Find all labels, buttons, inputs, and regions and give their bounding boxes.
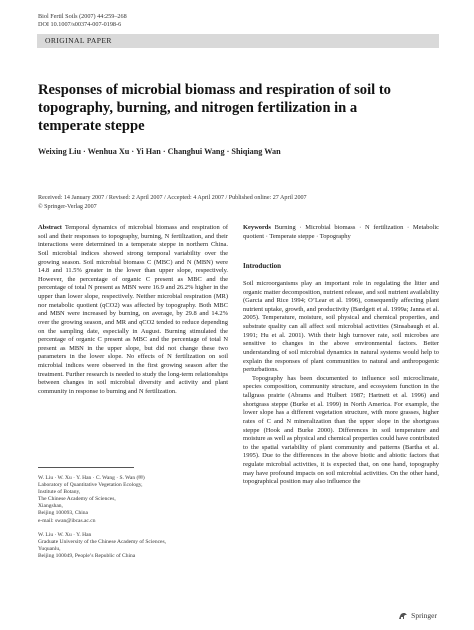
author-list: Weixing Liu · Wenhua Xu · Yi Han · Changhui Wang · Shiqiang Wan: [38, 147, 281, 156]
copyright-line: © Springer-Verlag 2007: [38, 203, 97, 210]
publisher-logo: [398, 611, 437, 620]
publication-history: [38, 194, 438, 211]
abstract-text: Temporal dynamics of microbial biomass and respiration of soil and their responses to topography, burning, N fertilization, and their interactions were determined in a temperate steppe in northern China. Soil microbial indices showed strong temporal variability over the growing season. Soil microbial biomass C (MBC) and N (MBN) were 14.8 and 11.5% greater in the lower than upper slope, respectively. However, the percentage of organic C present as MBC and the percentage of total N present as MBN were 16.9 and 26.2% higher in the upper than lower slope, respectively. Neither microbial respiration (MR) nor metabolic quotient (qCO2) was affected by topography. Both MBC and MBN were increased by burning, on average, by 29.8 and 14.2% over the growing season, and MR and qCO2 tended to reduce depending on the sampling date, especially in August. Burning stimulated the percentage of organic C present as MBC and the percentage of total N present as MBN in the upper slope, but did not change these two parameters in the lower slope. No effects of N fertilization on soil microbial indices were observed in the first growing season after the treatment. Further research is needed to study the long-term relationships between changes in soil microbial diversity and activity and plant community in response to burning and N fertilization.: [38, 224, 228, 395]
affiliation-line: W. Liu · W. Xu · Y. Han: [38, 531, 92, 538]
affiliation-line: Xiangshan,: [38, 503, 63, 510]
affiliation-line: Beijing 100093, China: [38, 510, 88, 517]
article-type-label: ORIGINAL PAPER: [45, 36, 112, 45]
paper-title: Responses of microbial biomass and respiration of soil to topography, burning, and nitrogen fertilization in a temperate steppe: [38, 82, 391, 134]
affiliation-1: [38, 475, 228, 525]
dates-line: Received: 14 January 2007 / Revised: 2 April 2007 / Accepted: 4 April 2007 / Published online: 27 April 2007: [38, 195, 307, 201]
section-heading-introduction: Introduction: [243, 262, 281, 271]
journal-citation: Biol Fertil Soils (2007) 44:259–268: [38, 13, 127, 20]
affiliation-email[interactable]: e-mail: swan@ibcas.ac.cn: [38, 517, 96, 524]
right-column: [243, 224, 439, 487]
affiliation-line: W. Liu · W. Xu · Y. Han · C. Wang · S. Wan (✉): [38, 475, 145, 481]
affiliation-line: Graduate University of the Chinese Academy of Sciences,: [38, 538, 166, 545]
doi: DOI 10.1007/s00374-007-0198-6: [38, 21, 122, 28]
affiliations: [38, 475, 228, 567]
keywords: [243, 224, 439, 241]
affiliation-line: Institute of Botany,: [38, 489, 81, 496]
left-column: [38, 224, 228, 397]
intro-paragraph-1: Soil microorganisms play an important role in regulating the litter and organic matter decomposition, nutrient release, and soil nutrient availability (Garcia and Rice 1994; O’Lear et al. 1996), consequently affecting plant nutrient uptake, growth, and productivity (Bardgett et al. 1999a; Janna et al. 2005). Temperature, moisture, soil physical and chemical properties, and substrate quality can all affect soil microbial activities (Sinsabaugh et al. 1991; Hu et al. 2001). With their high turnover rate, soil microbes are sensitive to changes in the above environmental factors. Better understanding of soil microbial dynamics in natural systems would help to explain the responses of plant communities to natural and anthropogenic perturbations.: [243, 279, 439, 374]
springer-horse-icon: [398, 612, 408, 620]
article-type-banner: [37, 34, 439, 48]
journal-header: [38, 13, 127, 29]
affiliation-line: Yuquanlu,: [38, 545, 61, 552]
abstract-label: Abstract: [38, 224, 62, 231]
keywords-text: Burning · Microbial biomass · N fertilization · Metabolic quotient · Temperate steppe · Topography: [243, 224, 440, 240]
affiliation-2: [38, 532, 228, 560]
keywords-label: Keywords: [243, 224, 271, 231]
footnote-divider: [38, 467, 134, 468]
affiliation-line: The Chinese Academy of Sciences,: [38, 496, 116, 503]
affiliation-line: Laboratory of Quantitative Vegetation Ecology,: [38, 482, 143, 489]
intro-paragraph-2: Topography has been documented to influence soil microclimate, species composition, community structure, and ecosystem function in the tallgrass prairie (Abrams and Hulbert 1987; Hartnett et al. 1996) and shortgrass steppe (Burke et al. 1999) in North America. For example, the lower slope has a different vegetation structure, with more grasses, higher rates of C and N mineralization than the upper slope in the shortgrass steppe (Hook and Burke 2000). Differences in soil temperature and moisture as well as physical and chemical properties could have contributed to the spatial variability of plant community and patterns (Bartha et al. 1995). Due to the differences in the above biotic and abiotic factors that regulate microbial activities, it is expected that, on one hand, topography may have profound impacts on soil microbial activities. On the other hand, topographical position may also influence the: [243, 374, 439, 486]
publisher-name: Springer: [411, 611, 437, 620]
affiliation-line: Beijing 100049, People’s Republic of China: [38, 552, 136, 559]
abstract: [38, 224, 228, 397]
